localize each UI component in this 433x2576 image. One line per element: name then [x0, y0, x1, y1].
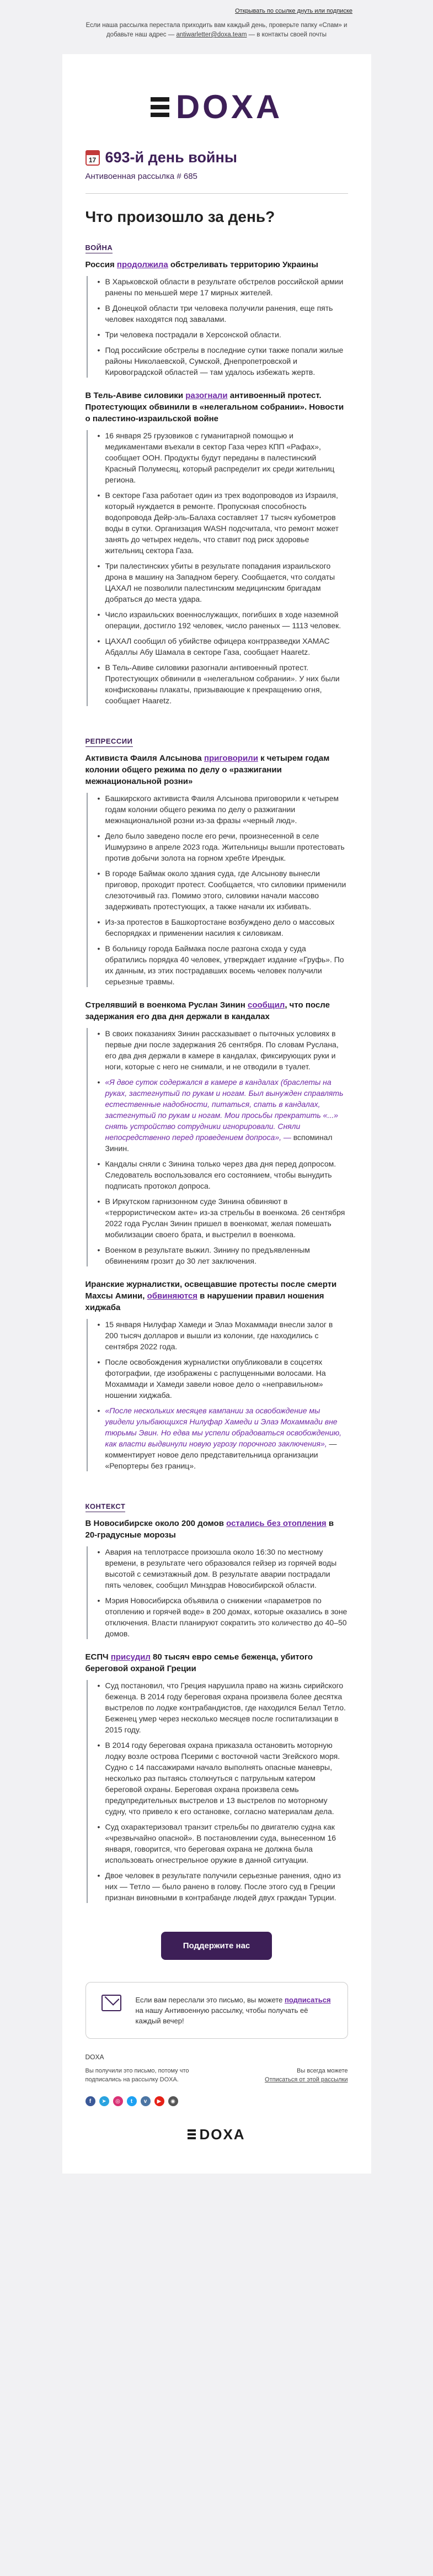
footer-logo-text: DOXA	[199, 2126, 245, 2143]
deliverability-note	[0, 18, 433, 54]
bullet-item: • В Тель-Авиве силовики разогнали антивоенный протест. Протестующих обвинили в «нелегальном собрании». У них были конфискованы плакаты, призывающие к прекращению огня, сообщает Haaretz.	[105, 662, 348, 706]
footer-left-text: Вы получили это письмо, потому что подписались на рассылку DOXA.	[85, 2068, 189, 2083]
calendar-day: 17	[88, 156, 97, 164]
story-source-link[interactable]: продолжила	[116, 260, 168, 269]
story-title-text: антивоенный протест. Протестующих обвинили в «нелегальном собрании». Новости о палестино-израильской войне	[85, 391, 344, 423]
story-title-text: Активиста Фаиля Алсынова	[85, 754, 204, 763]
story-title-text: 80 тысяч евро семье беженца, убитого береговой охраной Греции	[85, 1652, 313, 1673]
news-story	[85, 999, 348, 1266]
news-story	[85, 1651, 348, 1903]
story-source-link[interactable]: приговорили	[204, 754, 258, 763]
support-button[interactable]: Поддержите нас	[161, 1932, 272, 1960]
subscribe-text-1: Если вам переслали это письмо, вы можете	[135, 1996, 285, 2004]
bullet-item: • В городе Баймак около здания суда, где Алсынову вынесли приговор, проходит протест. Сообщается, что силовики применили слезоточивый газ. Помимо этого, силовики начали массово задерживать протестующих, а также начали их избивать.	[105, 868, 348, 912]
bullet-item: • В больницу города Баймака после разгона схода у суда обратились порядка 40 человек, утверждает издание «Груфь». По их данным, из этих пострадавших восемь человек получили серьезные травмы.	[105, 943, 348, 987]
headline-row	[85, 149, 348, 166]
bullet-item: • В своих показаниях Зинин рассказывает о пыточных условиях в первые дни после задержания 26 сентября. По словам Руслана, его два дня держали в камере в кандалах, фиксирующих руки и ноги, которые с него не снимали, и не отводили в туалет.	[105, 1028, 348, 1072]
footer-logo-mark-icon	[188, 2129, 196, 2139]
bullet-item: • В 2014 году береговая охрана приказала остановить моторную лодку возле острова Псерими с восточной части Эгейского моря. Судно с 14 пассажирами начало выполнять опасные маневры, несколько раз пытаясь столкнуться с патрульным катером береговой охраны. Береговая охрана произвела семь предупредительных выстрелов и 13 выстрелов по моторному судну, что привело к его остановке, согласно материалам дела.	[105, 1740, 348, 1817]
bullet-item: • Суд постановил, что Греция нарушила право на жизнь сирийского беженца. В 2014 году береговая охрана произвела более десятка выстрелов по лодке контрабандистов, где находился Белал Тетло. Беженец умер через несколько месяцев после госпитализации в 2015 году.	[105, 1680, 348, 1735]
footer-right	[265, 2066, 348, 2084]
story-bullets	[87, 1028, 348, 1266]
story-title-text: ЕСПЧ	[85, 1652, 111, 1662]
story-bullets	[87, 430, 348, 706]
news-story	[85, 390, 348, 706]
note-text-1: Если наша рассылка перестала приходить вам каждый день, проверьте папку «Спам» и добавьте наш адрес —	[85, 22, 348, 38]
story-title	[85, 1518, 348, 1541]
story-source-link[interactable]: остались без отопления	[226, 1519, 327, 1528]
section-label: КОНТЕКСТ	[85, 1502, 126, 1512]
bullet-item: • Под российские обстрелы в последние сутки также попали жилые районы Николаевской, Сумской, Днепропетровской и Кировоградской областей — там удалось избежать жертв.	[105, 344, 348, 378]
story-title-text: обстреливать территорию Украины	[168, 260, 318, 269]
bullet-item: • Число израильских военнослужащих, погибших в ходе наземной операции, достигло 192 человек, число раненых — 1113 человек.	[105, 609, 348, 631]
logo-mark-icon	[151, 97, 169, 117]
footer	[85, 2039, 348, 2151]
story-bullets	[87, 1319, 348, 1471]
bullet-item	[105, 1077, 348, 1154]
browser-view-link[interactable]: Открывать по ссылке днуть или подписке	[235, 8, 352, 14]
subscribe-link[interactable]: подписаться	[285, 1996, 331, 2004]
twitter-icon[interactable]: t	[127, 2096, 137, 2106]
quote-text: «После нескольких месяцев кампании за освобождение мы увидели улыбающихся Нилуфар Хамеди и Элаэ Мохаммади вне тюрьмы Эвин. Но едва мы успели обрадоваться освобождению, как власти выдвинули новую угрозу порочного заключения»,	[105, 1406, 342, 1448]
bullet-item: • В Донецкой области три человека получили ранения, еще пять человек находятся под завалами.	[105, 303, 348, 325]
story-title-text: Стрелявший в военкома Руслан Зинин	[85, 1000, 248, 1010]
bullet-item: • ЦАХАЛ сообщил об убийстве офицера контрразведки ХАМАС Абдаллы Абу Шамала в секторе Газа, сообщает Haaretz.	[105, 635, 348, 658]
issue-number: Антивоенная рассылка # 685	[85, 172, 348, 194]
instagram-icon[interactable]: ◎	[113, 2096, 123, 2106]
story-title-text: Иранские журналистки, освещавшие протесты после смерти Махсы Амини,	[85, 1280, 337, 1301]
footer-logo	[85, 2122, 348, 2151]
contact-email-link[interactable]: antiwarletter@doxa.team	[176, 31, 247, 38]
note-text-2: — в контакты своей почты	[247, 31, 327, 38]
war-day-heading: 693-й день войны	[105, 149, 237, 166]
bullet-item	[105, 1405, 348, 1471]
calendar-icon	[85, 150, 100, 166]
quote-attribution: вспоминал Зинин.	[105, 1133, 333, 1153]
website-icon[interactable]: ◉	[168, 2096, 178, 2106]
footer-right-text: Вы всегда можете	[297, 2068, 348, 2074]
story-bullets	[87, 793, 348, 987]
quote-attribution: — комментирует новое дело представительница организации «Репортеры без границ».	[105, 1439, 337, 1470]
bullet-item: • В секторе Газа работает один из трех водопроводов из Израиля, который нуждается в ремонте. Пропускная способность водопровода Дейр-эль-Балаха составляет 17 тысяч кубометров воды в сутки. Организация WASH подсчитала, что ремонт может занять до четырех недель, что ставит под риск здоровье жительниц сектора Газа.	[105, 490, 348, 556]
section-label: РЕПРЕССИИ	[85, 737, 133, 747]
bullet-item: • В Иркутском гарнизонном суде Зинина обвиняют в «террористическом акте» из-за стрельбы в военкома. 26 сентября 2022 года Руслан Зинин пришел в военкомат, желая помешать мобилизации своего брата, и выстрелил в военкома.	[105, 1196, 348, 1240]
news-story	[85, 752, 348, 987]
story-source-link[interactable]: обвиняются	[147, 1291, 197, 1301]
logo-text: DOXA	[175, 88, 283, 125]
bullet-item: • После освобождения журналистки опубликовали в соцсетях фотографии, где изображены с распущенными волосами. На Мохаммади и Хамеди завели новое дело о «неправильном» ношении хиджаба.	[105, 1356, 348, 1401]
unsubscribe-link[interactable]: Отписаться от этой рассылки	[265, 2076, 348, 2083]
story-title-text: , что после задержания его два дня держали в кандалах	[85, 1000, 330, 1021]
newsletter-card	[62, 54, 371, 2174]
bullet-item: • В Харьковской области в результате обстрелов российской армии ранены по меньшей мере 17 мирных жителей.	[105, 276, 348, 298]
browser-view-bar	[0, 0, 433, 18]
bullet-item: • 16 января 25 грузовиков с гуманитарной помощью и медикаментами въехали в сектор Газа через КПП «Рафах», сообщает ООН. Продукты будут переданы в палестинский Красный Полумесяц, который распределит их среди жительниц региона.	[105, 430, 348, 485]
envelope-icon	[101, 1995, 121, 2011]
story-title	[85, 259, 348, 271]
section-label: ВОЙНА	[85, 243, 113, 253]
subscribe-text-2: на нашу Антивоенную рассылку, чтобы получать её каждый вечер!	[135, 2006, 308, 2025]
story-title-text: к четырем годам колонии общего режима по делу о «разжигании межнациональной розни»	[85, 754, 330, 786]
news-story	[85, 1279, 348, 1471]
bullet-item: • Кандалы сняли с Зинина только через два дня перед допросом. Следователь воспользовался его состоянием, чтобы вынудить подписать протокол допроса.	[105, 1158, 348, 1191]
story-bullets	[87, 1546, 348, 1639]
story-bullets	[87, 1680, 348, 1903]
bullet-item: • Суд охарактеризовал транзит стрельбы по двигателю судна как «чрезвычайно опасной». В постановлении суда, вынесенном 16 января, говорится, что береговая охрана не должна была использовать огнестрельное оружие в данной ситуации.	[105, 1821, 348, 1865]
support-section	[85, 1915, 348, 1973]
bullet-item: • Дело было заведено после его речи, произнесенной в селе Ишмурзино в апреле 2023 года. Жительницы вышли протестовать против добычи золота на горном хребте Ирендык.	[105, 830, 348, 863]
story-title-text: В Тель-Авиве силовики	[85, 391, 186, 400]
story-bullets	[87, 276, 348, 378]
bullet-item: • Двое человек в результате получили серьезные ранения, одно из них — Тетло — было ранено в голову. После этого суд в Греции признан виновными в контрабанде людей двух граждан Турции.	[105, 1870, 348, 1903]
story-source-link[interactable]: разогнали	[185, 391, 228, 400]
story-title	[85, 1279, 348, 1313]
bullet-item: • Три человека пострадали в Херсонской области.	[105, 329, 348, 340]
story-title	[85, 390, 348, 425]
facebook-icon[interactable]: f	[85, 2096, 95, 2106]
youtube-icon[interactable]: ▶	[154, 2096, 164, 2106]
story-title	[85, 752, 348, 787]
telegram-icon[interactable]: ➤	[99, 2096, 109, 2106]
vk-icon[interactable]: v	[141, 2096, 151, 2106]
bullet-item: • Три палестинских убиты в результате попадания израильского дрона в машину на Западном берегу. Сообщается, что солдаты ЦАХАЛ не позволили палестинским медицинским бригадам добраться до места удара.	[105, 560, 348, 605]
story-title	[85, 999, 348, 1022]
bullet-item: • Мэрия Новосибирска объявила о снижении «параметров по отоплению и горячей воде» в 200 домах, которые оказались в зоне отключения. Власти планируют сократить это количество до 40–50 домов.	[105, 1595, 348, 1639]
subscribe-box	[85, 1982, 348, 2039]
news-story	[85, 1518, 348, 1639]
quote-text: «Я двое суток содержался в камере в кандалах (браслеты на руках, застегнутый по рукам и ногам. Был вынужден справлять естественные надобности, питаться, спать в кандалах, застегнутый по рукам и ногам. Мои просьбы прекратить «...» снять устройство сотрудники игнорировали. Сняли непосредственно перед проведением допроса», —	[105, 1078, 344, 1142]
story-source-link[interactable]: сообщил	[248, 1000, 285, 1010]
doxa-logo	[85, 74, 348, 146]
footer-row	[85, 2066, 348, 2084]
story-title	[85, 1651, 348, 1674]
social-links	[85, 2096, 348, 2106]
story-source-link[interactable]: присудил	[110, 1652, 151, 1662]
news-sections	[85, 234, 348, 1903]
news-story	[85, 259, 348, 378]
story-title-text: в 20-градусные морозы	[85, 1519, 334, 1540]
page-title: Что произошло за день?	[85, 208, 275, 225]
story-title-text: в нарушении правил ношения хиджаба	[85, 1291, 324, 1312]
bullet-item: • Башкирского активиста Фаиля Алсынова приговорили к четырем годам колонии общего режима по делу о разжигании межнациональной розни из-за фразы «черный люд».	[105, 793, 348, 826]
story-title-text: Россия	[85, 260, 117, 269]
bullet-item: • Авария на теплотрассе произошла около 16:30 по местному времени, в результате чего образовался гейзер из горячей воды высотой с семиэтажный дом. В результате аварии пострадали пять человек, сообщил Минздрав Новосибирской области.	[105, 1546, 348, 1591]
bullet-item: • Из-за протестов в Башкортостане возбуждено дело о массовых беспорядках и применении насилия к силовикам.	[105, 916, 348, 939]
bullet-item: • Военком в результате выжил. Зинину по предъявленным обвинениям грозит до 30 лет заключения.	[105, 1244, 348, 1266]
footer-brand: DOXA	[85, 2053, 104, 2061]
bullet-item: • 15 января Нилуфар Хамеди и Элаэ Мохаммади внесли залог в 200 тысяч долларов и вышли из колонии, где находились с сентября 2022 года.	[105, 1319, 348, 1352]
story-title-text: В Новосибирске около 200 домов	[85, 1519, 227, 1528]
